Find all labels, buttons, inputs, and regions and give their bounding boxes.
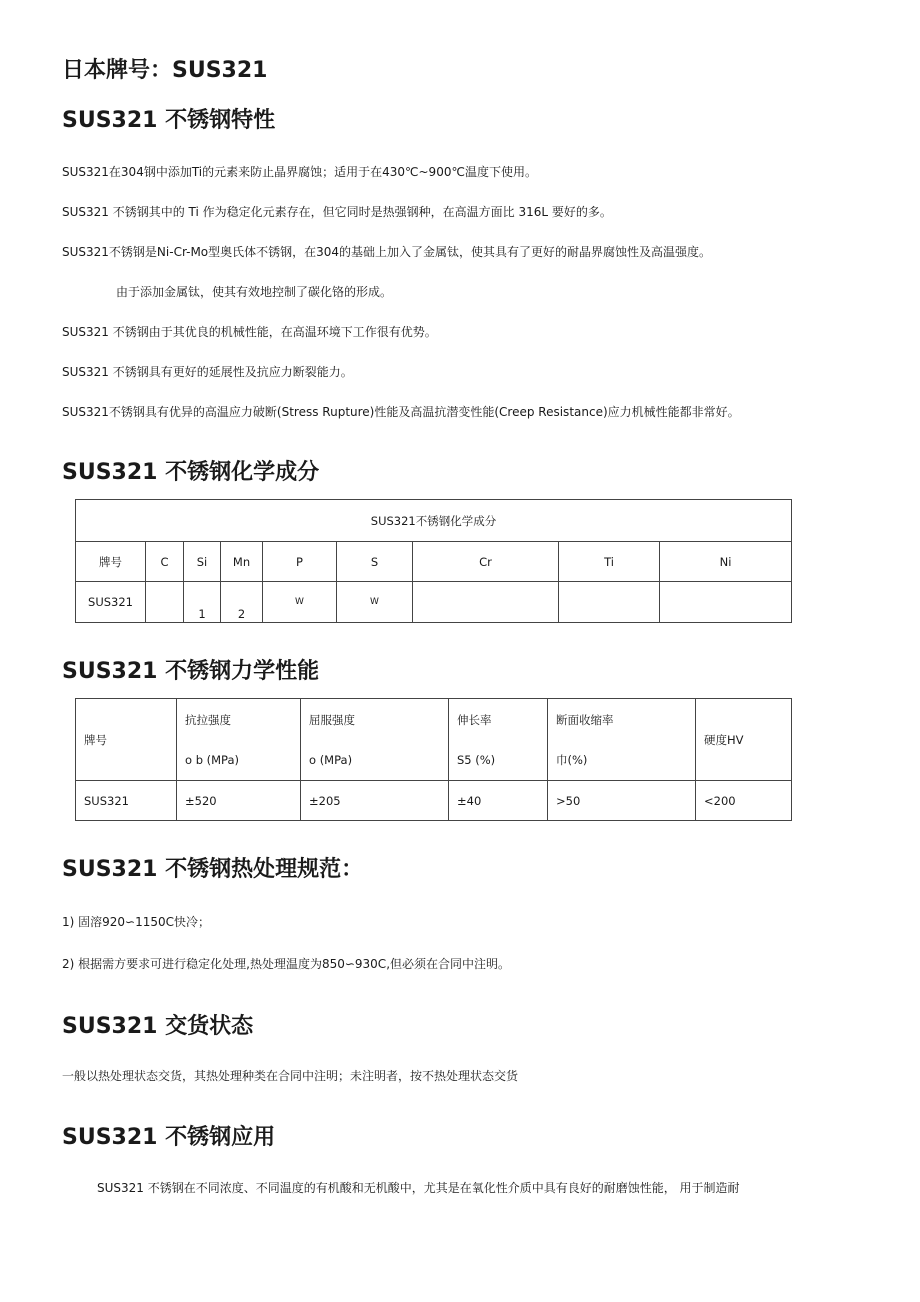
table-header: Ni bbox=[660, 542, 792, 582]
table-cell: ±520 bbox=[177, 781, 301, 821]
paragraph: SUS321在304钢中添加Ti的元素来防止晶界腐蚀；适用于在430℃~900℃温度下使用。 bbox=[62, 165, 537, 179]
table-cell: SUS321 bbox=[76, 582, 146, 623]
list-item: 1) 固溶920∽1150C快冷； bbox=[62, 915, 211, 929]
list-item: 2) 根据需方要求可进行稳定化处理,热处理温度为850∽930C,但必须在合同中注明。 bbox=[62, 957, 511, 971]
paragraph: 由于添加金属钛，使其有效地控制了碳化铬的形成。 bbox=[116, 285, 393, 299]
table-cell: ±205 bbox=[301, 781, 449, 821]
section-heading-application: SUS321 不锈钢应用 bbox=[62, 1125, 276, 1150]
table-header: 断面收缩率 巾(%) bbox=[548, 699, 696, 781]
section-heading-chemical: SUS321 不锈钢化学成分 bbox=[62, 460, 320, 485]
table-cell: ±40 bbox=[449, 781, 548, 821]
table-header: P bbox=[263, 542, 337, 582]
page-title: 日本牌号：SUS321 bbox=[62, 58, 268, 83]
table-header: 硬度HV bbox=[696, 699, 792, 781]
table-title: SUS321不锈钢化学成分 bbox=[76, 500, 792, 542]
paragraph: 一般以热处理状态交货，其热处理种类在合同中注明；未注明者，按不热处理状态交货 bbox=[62, 1069, 519, 1083]
chemical-table bbox=[75, 499, 792, 623]
table-header: 屈服强度 ο (MPa) bbox=[301, 699, 449, 781]
table-header: Cr bbox=[413, 542, 559, 582]
table-header: Ti bbox=[559, 542, 660, 582]
section-heading-mechanical: SUS321 不锈钢力学性能 bbox=[62, 659, 320, 684]
table-cell: W bbox=[337, 582, 413, 623]
table-cell: <200 bbox=[696, 781, 792, 821]
table-header: 牌号 bbox=[76, 699, 177, 781]
table-cell: 1 bbox=[184, 582, 221, 623]
table-cell: 2 bbox=[221, 582, 263, 623]
paragraph: SUS321 不锈钢其中的 Ti 作为稳定化元素存在，但它同时是热强钢种，在高温方面比 316L 要好的多。 bbox=[62, 205, 612, 219]
paragraph: SUS321不锈钢具有优异的高温应力破断(Stress Rupture)性能及高温抗潜变性能(Creep Resistance)应力机械性能都非常好。 bbox=[62, 405, 740, 419]
table-cell bbox=[146, 582, 184, 623]
table-header: 牌号 bbox=[76, 542, 146, 582]
table-cell: W bbox=[263, 582, 337, 623]
table-header: C bbox=[146, 542, 184, 582]
table-cell: SUS321 bbox=[76, 781, 177, 821]
table-cell: >50 bbox=[548, 781, 696, 821]
table-header: Mn bbox=[221, 542, 263, 582]
paragraph: SUS321 不锈钢具有更好的延展性及抗应力断裂能力。 bbox=[62, 365, 353, 379]
table-header: Si bbox=[184, 542, 221, 582]
table-cell bbox=[559, 582, 660, 623]
table-header: 伸长率 S5 (%) bbox=[449, 699, 548, 781]
table-cell bbox=[413, 582, 559, 623]
paragraph: SUS321 不锈钢由于其优良的机械性能，在高温环境下工作很有优势。 bbox=[62, 325, 437, 339]
section-heading-properties: SUS321 不锈钢特性 bbox=[62, 108, 276, 133]
paragraph: SUS321 不锈钢在不同浓度、不同温度的有机酸和无机酸中，尤其是在氧化性介质中具有良好的耐磨蚀性能， 用于制造耐 bbox=[97, 1181, 740, 1195]
table-cell bbox=[660, 582, 792, 623]
table-header: S bbox=[337, 542, 413, 582]
section-heading-heat: SUS321 不锈钢热处理规范： bbox=[62, 857, 364, 882]
mechanical-table bbox=[75, 698, 792, 821]
table-header: 抗拉强度 ο b (MPa) bbox=[177, 699, 301, 781]
paragraph: SUS321不锈钢是Ni-Cr-Mo型奥氏体不锈钢，在304的基础上加入了金属钛，使其具有了更好的耐晶界腐蚀性及高温强度。 bbox=[62, 245, 712, 259]
section-heading-delivery: SUS321 交货状态 bbox=[62, 1014, 254, 1039]
